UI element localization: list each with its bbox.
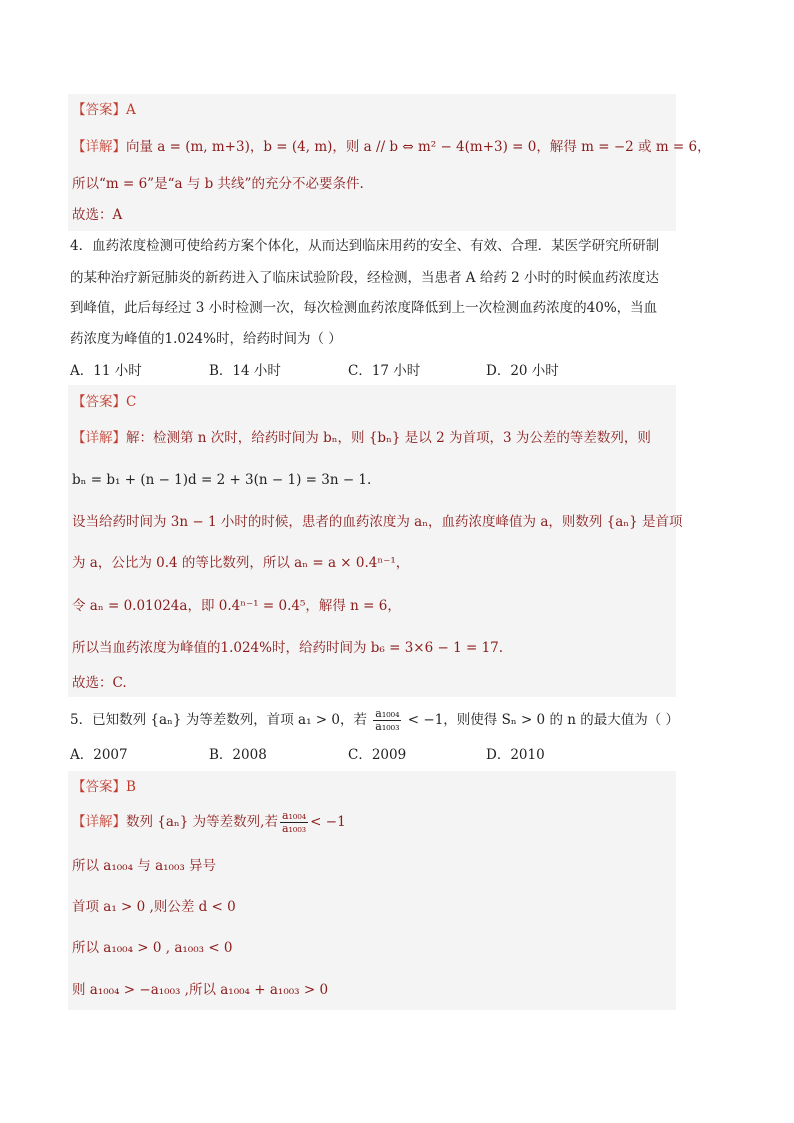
answer-line-q3: [72, 100, 136, 120]
question-4-line-2: 的某种治疗新冠肺炎的新药进入了临床试验阶段，经检测，当患者 A 给药 2 小时的时候血药浓度达: [70, 270, 660, 286]
detail-tag: 【详解】: [72, 139, 126, 155]
detail-line-q5-3: 首项 a₁ > 0 ,则公差 d < 0: [72, 899, 236, 915]
detail-line-q4-1: [72, 428, 651, 448]
option-a: A．2007: [70, 747, 128, 763]
question-5-stem-before: 5．已知数列 {aₙ} 为等差数列，首项 a₁ > 0，若: [70, 712, 367, 728]
fraction-numerator: a₁₀₀₄: [375, 707, 400, 720]
option-b: B．14 小时: [209, 363, 281, 379]
detail-line-q4-6: 所以当血药浓度为峰值的1.024%时，给药时间为 b₆ = 3×6 − 1 = 17.: [72, 640, 504, 656]
question-5-stem-after: < −1，则使得 Sₙ > 0 的 n 的最大值为（ ）: [407, 712, 680, 728]
answer-tag: 【答案】: [72, 779, 126, 795]
detail-line-q4-2: bₙ = b₁ + (n − 1)d = 2 + 3(n − 1) = 3n − 1.: [72, 472, 372, 488]
option-c: C．2009: [348, 747, 407, 763]
conclusion-q3: 故选：A: [72, 207, 123, 223]
answer-value: C: [126, 394, 137, 410]
option-d: D．2010: [486, 747, 545, 763]
answer-tag: 【答案】: [72, 102, 126, 118]
detail-tag: 【详解】: [72, 430, 126, 446]
answer-value: B: [126, 779, 136, 795]
detail-text: 向量 a = (m, m+3)，b = (4, m)，则 a // b ⇔ m² − 4(m+3) = 0，解得 m = −2 或 m = 6，: [126, 139, 711, 155]
answer-tag: 【答案】: [72, 394, 126, 410]
fraction-denominator: a₁₀₀₃: [375, 720, 400, 733]
question-5-stem: [70, 708, 679, 733]
fraction-denominator: a₁₀₀₃: [281, 822, 307, 835]
detail-text: 解：检测第 n 次时，给药时间为 bₙ，则 {bₙ} 是以 2 为首项，3 为公差的等差数列，则: [126, 430, 651, 446]
option-c: C．17 小时: [348, 363, 421, 379]
option-d: D．20 小时: [486, 363, 559, 379]
detail-line-q5-5: 则 a₁₀₀₄ > −a₁₀₀₃ ,所以 a₁₀₀₄ + a₁₀₀₃ > 0: [72, 982, 329, 998]
answer-line-q5: [72, 777, 136, 797]
detail-line-q4-4: 为 a，公比为 0.4 的等比数列，所以 aₙ = a × 0.4ⁿ⁻¹，: [72, 555, 410, 571]
detail-line-q5-1: [72, 808, 346, 836]
answer-block-q5: [68, 771, 676, 1010]
detail-tag: 【详解】: [72, 814, 126, 830]
detail-line-q3-1: [72, 137, 711, 157]
detail-text-before: 数列 {aₙ} 为等差数列,若: [126, 814, 278, 830]
detail-line-q3-2: 所以“m = 6”是“a 与 b 共线”的充分不必要条件.: [72, 176, 364, 192]
fraction-numerator: a₁₀₀₄: [281, 809, 307, 822]
detail-line-q4-5: 令 aₙ = 0.01024a，即 0.4ⁿ⁻¹ = 0.4⁵，解得 n = 6，: [72, 598, 401, 614]
question-4-line-3: 到峰值，此后每经过 3 小时检测一次，每次检测血药浓度降低到上一次检测血药浓度的40%，当血: [70, 300, 658, 316]
answer-line-q4: [72, 392, 136, 412]
option-a: A．11 小时: [70, 363, 142, 379]
question-4-line-4: 药浓度为峰值的1.024%时，给药时间为（ ）: [70, 331, 342, 347]
question-5-fraction: [373, 708, 401, 733]
detail-line-q4-3: 设当给药时间为 3n − 1 小时的时候，患者的血药浓度为 aₙ，血药浓度峰值为 a，则数列 {aₙ} 是首项: [72, 514, 683, 530]
detail-text-after: < −1: [310, 814, 346, 830]
conclusion-q4: 故选：C.: [72, 675, 127, 691]
detail-line-q5-2: 所以 a₁₀₀₄ 与 a₁₀₀₃ 异号: [72, 858, 217, 874]
answer-block-q3: [68, 94, 676, 231]
detail-line-q5-4: 所以 a₁₀₀₄ > 0 , a₁₀₀₃ < 0: [72, 940, 233, 956]
question-4-line-1: 4．血药浓度检测可使给药方案个体化，从而达到临床用药的安全、有效、合理．某医学研究所研制: [70, 238, 660, 254]
answer-value: A: [126, 102, 136, 118]
detail-fraction: [280, 810, 308, 835]
option-b: B．2008: [209, 747, 267, 763]
